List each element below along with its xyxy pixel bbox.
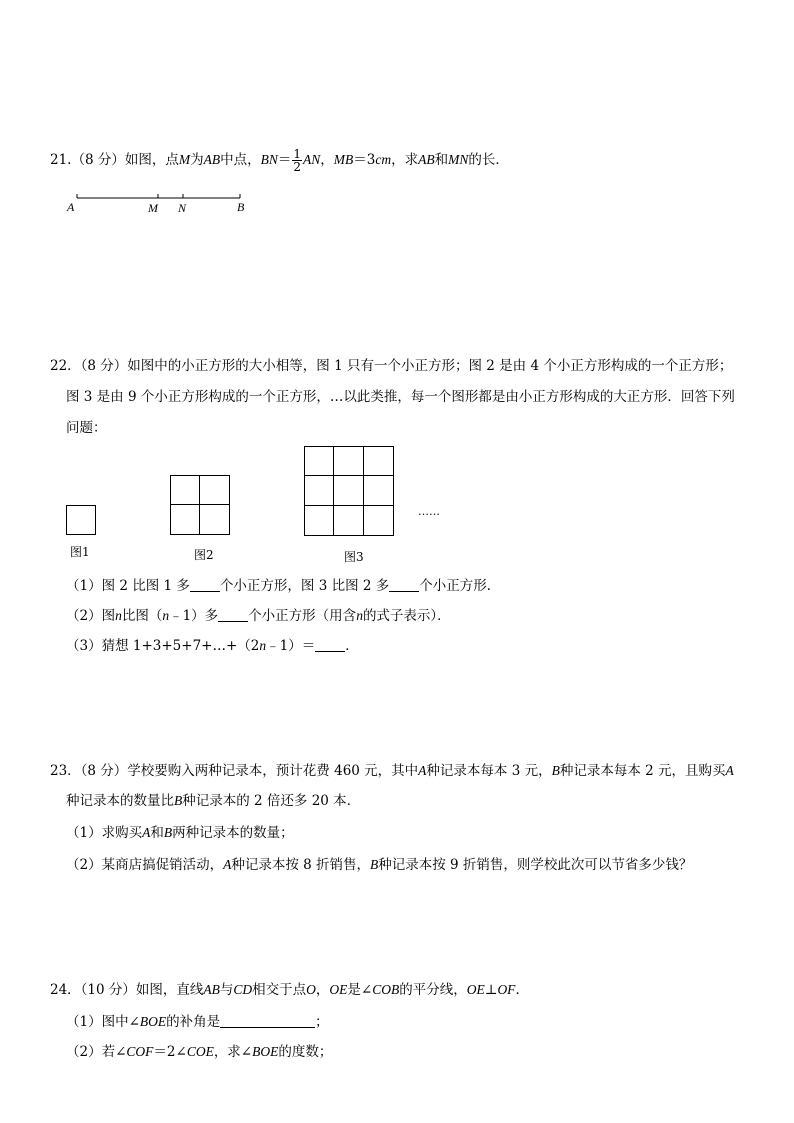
q21-text: 21.（8 分）如图，点M为AB中点，BN＝ $\frac{1}{2}$ AN，MB＝3cm，求AB和MN的长． <box>50 147 509 174</box>
q23-line-1: 23．（8 分）学校要购入两种记录本，预计花费 460 元，其中A种记录本每本 3 元，B种记录本每本 2 元，且购买A <box>50 763 734 779</box>
q21-line-segment-figure <box>60 188 260 220</box>
answer-blank-3[interactable] <box>218 607 248 622</box>
answer-blank-2[interactable] <box>389 577 419 592</box>
point-label-b: B <box>237 200 245 214</box>
q22-part-2: （2）图n比图（n﹣1）多 个小正方形（用含n的式子表示）． <box>66 608 451 624</box>
figure-2-label: 图2 <box>194 548 214 562</box>
fraction-one-half: $\frac{1}{2}$ <box>293 147 302 174</box>
figure-1-grid <box>66 505 96 535</box>
ellipsis: …… <box>418 505 440 518</box>
answer-blank-5[interactable] <box>220 1013 315 1028</box>
figure-2-grid <box>170 475 230 535</box>
q23-line-2: 种记录本的数量比B种记录本的 2 倍还多 20 本． <box>66 793 361 809</box>
q22-line-1: 22．（8 分）如图中的小正方形的大小相等，图 1 只有一个小正方形；图 2 是由 4 个小正方形构成的一个正方形； <box>50 358 733 374</box>
q22-line-3: 问题： <box>66 420 107 436</box>
point-label-n: N <box>178 201 187 215</box>
point-label-m: M <box>148 201 158 215</box>
figure-3-label: 图3 <box>344 550 364 564</box>
q24-part-2: （2）若∠COF＝2∠COE，求∠BOE的度数； <box>66 1044 333 1060</box>
point-label-a: A <box>67 200 75 214</box>
figure-3-grid <box>304 446 394 536</box>
q22-part-1: （1）图 2 比图 1 多 个小正方形，图 3 比图 2 多 个小正方形． <box>66 578 501 594</box>
q24-line-1: 24．（10 分）如图，直线AB与CD相交于点O，OE是∠COB的平分线，OE⊥OF． <box>50 982 529 998</box>
q22-line-2: 图 3 是由 9 个小正方形构成的一个正方形，…以此类推，每一个图形都是由小正方形构成的大正方形．回答下列 <box>66 389 735 405</box>
answer-blank-1[interactable] <box>190 577 220 592</box>
figure-1-label: 图1 <box>70 545 90 559</box>
answer-blank-4[interactable] <box>315 637 345 652</box>
q23-part-1: （1）求购买A和B两种记录本的数量； <box>66 825 294 841</box>
q23-part-2: （2）某商店搞促销活动，A种记录本按 8 折销售，B种记录本按 9 折销售，则学校此次可以节省多少钱？ <box>66 857 693 873</box>
q24-part-1: （1）图中∠BOE的补角是 ； <box>66 1014 329 1030</box>
q22-part-3: （3）猜想 1+3+5+7+…+（2n﹣1）＝ ． <box>66 638 359 654</box>
